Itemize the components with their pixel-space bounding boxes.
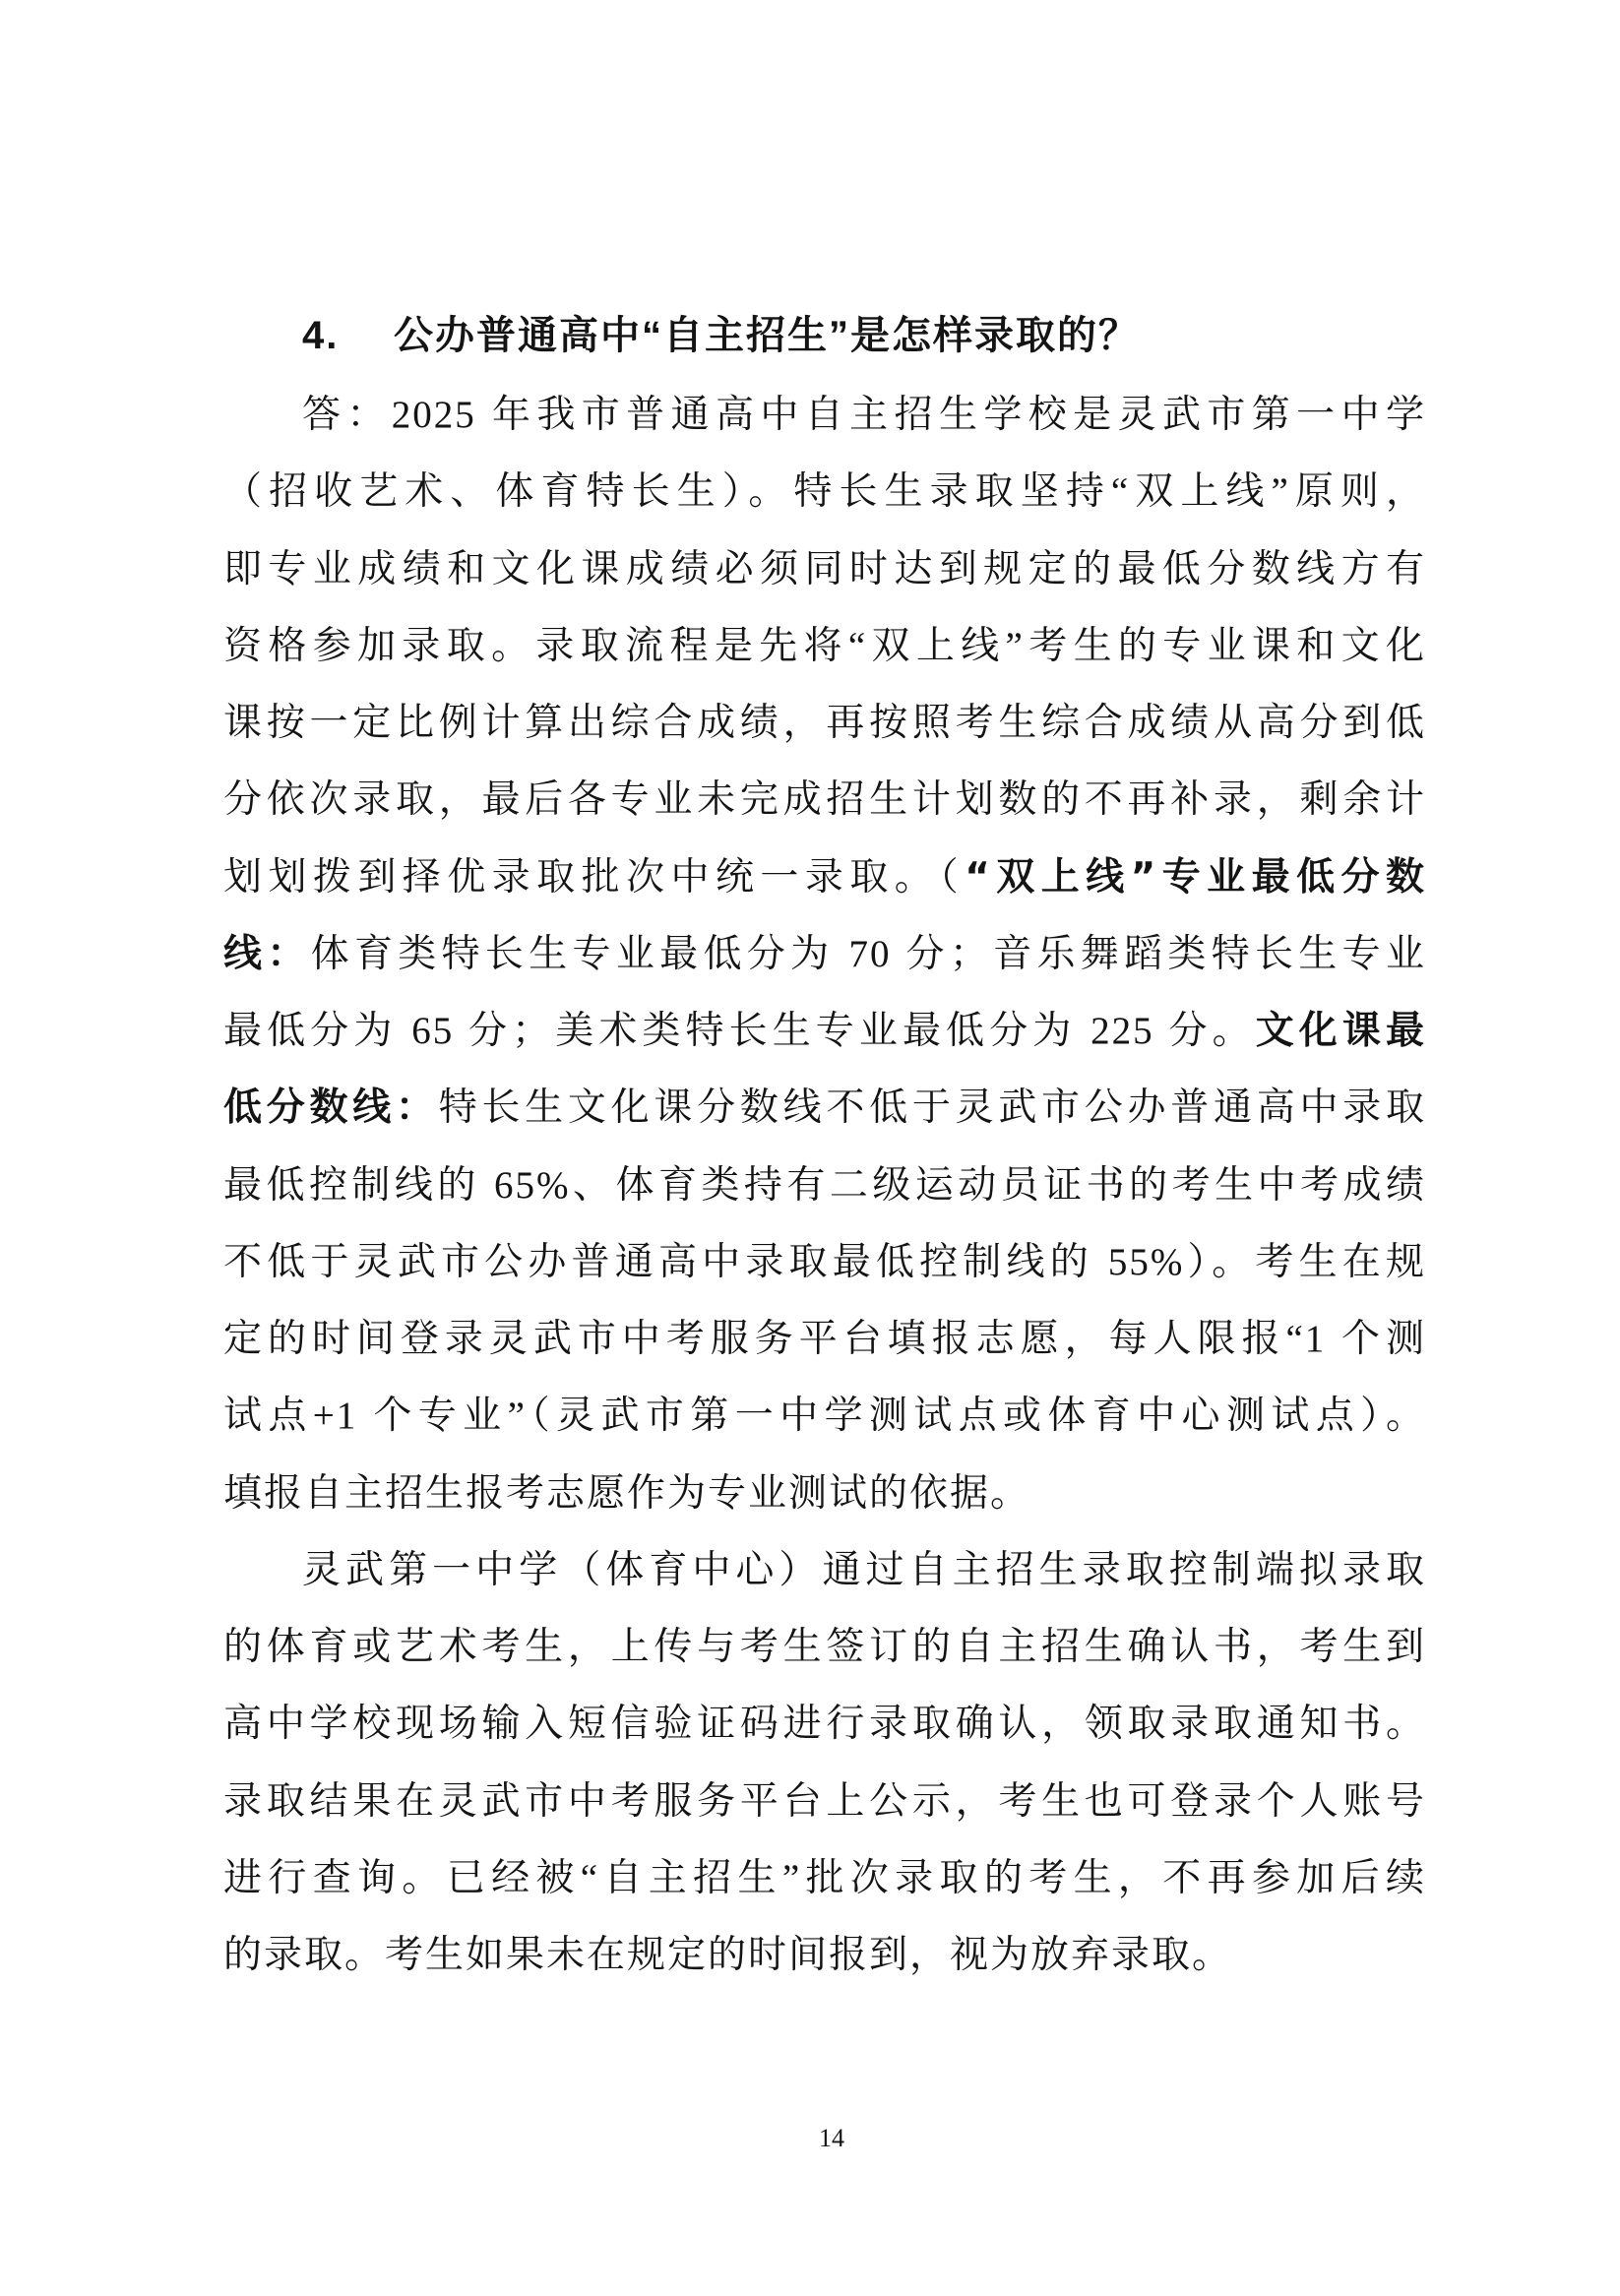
page-number: 14 [819,2124,844,2152]
line-text: 试点+1 个专业”（灵武市第一中学测试点或体育中心测试点）。 [223,1395,1426,1438]
text-line [223,1764,1426,1840]
text-line [223,1456,1426,1532]
emphasis-text: 文化课最 [1255,1009,1426,1053]
line-text: 的体育或艺术考生，上传与考生签订的自主招生确认书，考生到 [223,1626,1426,1668]
line-text: 课按一定比例计算出综合成绩，再按照考生综合成绩从高分到低 [223,702,1426,744]
line-text: 灵武第一中学（体育中心）通过自主招生录取控制端拟录取 [302,1548,1426,1591]
text-line [223,1686,1426,1763]
line-text: 高中学校现场输入短信验证码进行录取确认，领取录取通知书。 [223,1703,1426,1746]
line-text: 特长生文化课分数线不低于灵武市公办普通高中录取 [438,1086,1426,1130]
text-line [223,685,1426,762]
text-line [223,1070,1426,1147]
line-text: 进行查询。已经被“自主招生”批次录取的考生，不再参加后续 [223,1856,1426,1899]
emphasis-text: 线： [223,931,311,976]
text-line [223,1301,1426,1378]
text-line [223,762,1426,838]
text-line [223,839,1426,916]
text-line [223,1917,1426,1994]
emphasis-text: “双上线”专业最低分数 [965,854,1426,900]
line-text: （招收艺术、体育特长生）。特长生录取坚持“双上线”原则， [223,470,1426,514]
line-text: 体育类特长生专业最低分为 70 分；音乐舞蹈类特长生专业 [310,932,1426,975]
heading-number: 4. [302,314,340,357]
line-text: 不低于灵武市公办普通高中录取最低控制线的 55%）。考生在规 [223,1240,1426,1283]
line-text: 分依次录取，最后各专业未完成招生计划数的不再补录，剩余计 [223,778,1426,822]
text-line [223,608,1426,685]
line-text: 资格参加录取。录取流程是先将“双上线”考生的专业课和文化 [223,624,1426,667]
line-text: 最低控制线的 65%、体育类持有二级运动员证书的考生中考成绩 [223,1163,1426,1207]
line-text: 即专业成绩和文化课成绩必须同时达到规定的最低分数线方有 [223,547,1426,590]
text-line [223,531,1426,608]
line-text: 填报自主招生报考志愿作为专业测试的依据。 [223,1471,1031,1515]
paragraph-admission-process [223,1532,1426,1995]
text-line [223,1224,1426,1301]
text-line [223,1609,1426,1686]
text-line [223,1378,1426,1455]
text-line [223,993,1426,1070]
line-text: 定的时间登录灵武市中考服务平台填报志愿，每人限报“1 个测 [223,1318,1426,1360]
line-text: 的录取。考生如果未在规定的时间报到，视为放弃录取。 [223,1934,1233,1976]
line-text: 划划拨到择优录取批次中统一录取。（ [223,855,966,899]
text-line [223,1840,1426,1917]
text-line [223,1148,1426,1224]
heading-title: 公办普通高中“自主招生”是怎样录取的？ [394,314,1140,357]
body-text [223,377,1426,1994]
line-text: 录取结果在灵武市中考服务平台上公示，考生也可登录个人账号 [223,1779,1426,1823]
emphasis-text: 低分数线： [223,1086,439,1131]
paragraph-answer [223,377,1426,1532]
line-text: 答：2025 年我市普通高中自主招生学校是灵武市第一中学 [302,394,1426,436]
line-text: 最低分为 65 分；美术类特长生专业最低分为 225 分。 [223,1010,1256,1052]
text-line [223,916,1426,993]
text-line [223,377,1426,454]
section-heading [302,297,1140,374]
text-line [223,454,1426,530]
text-line [223,1532,1426,1609]
